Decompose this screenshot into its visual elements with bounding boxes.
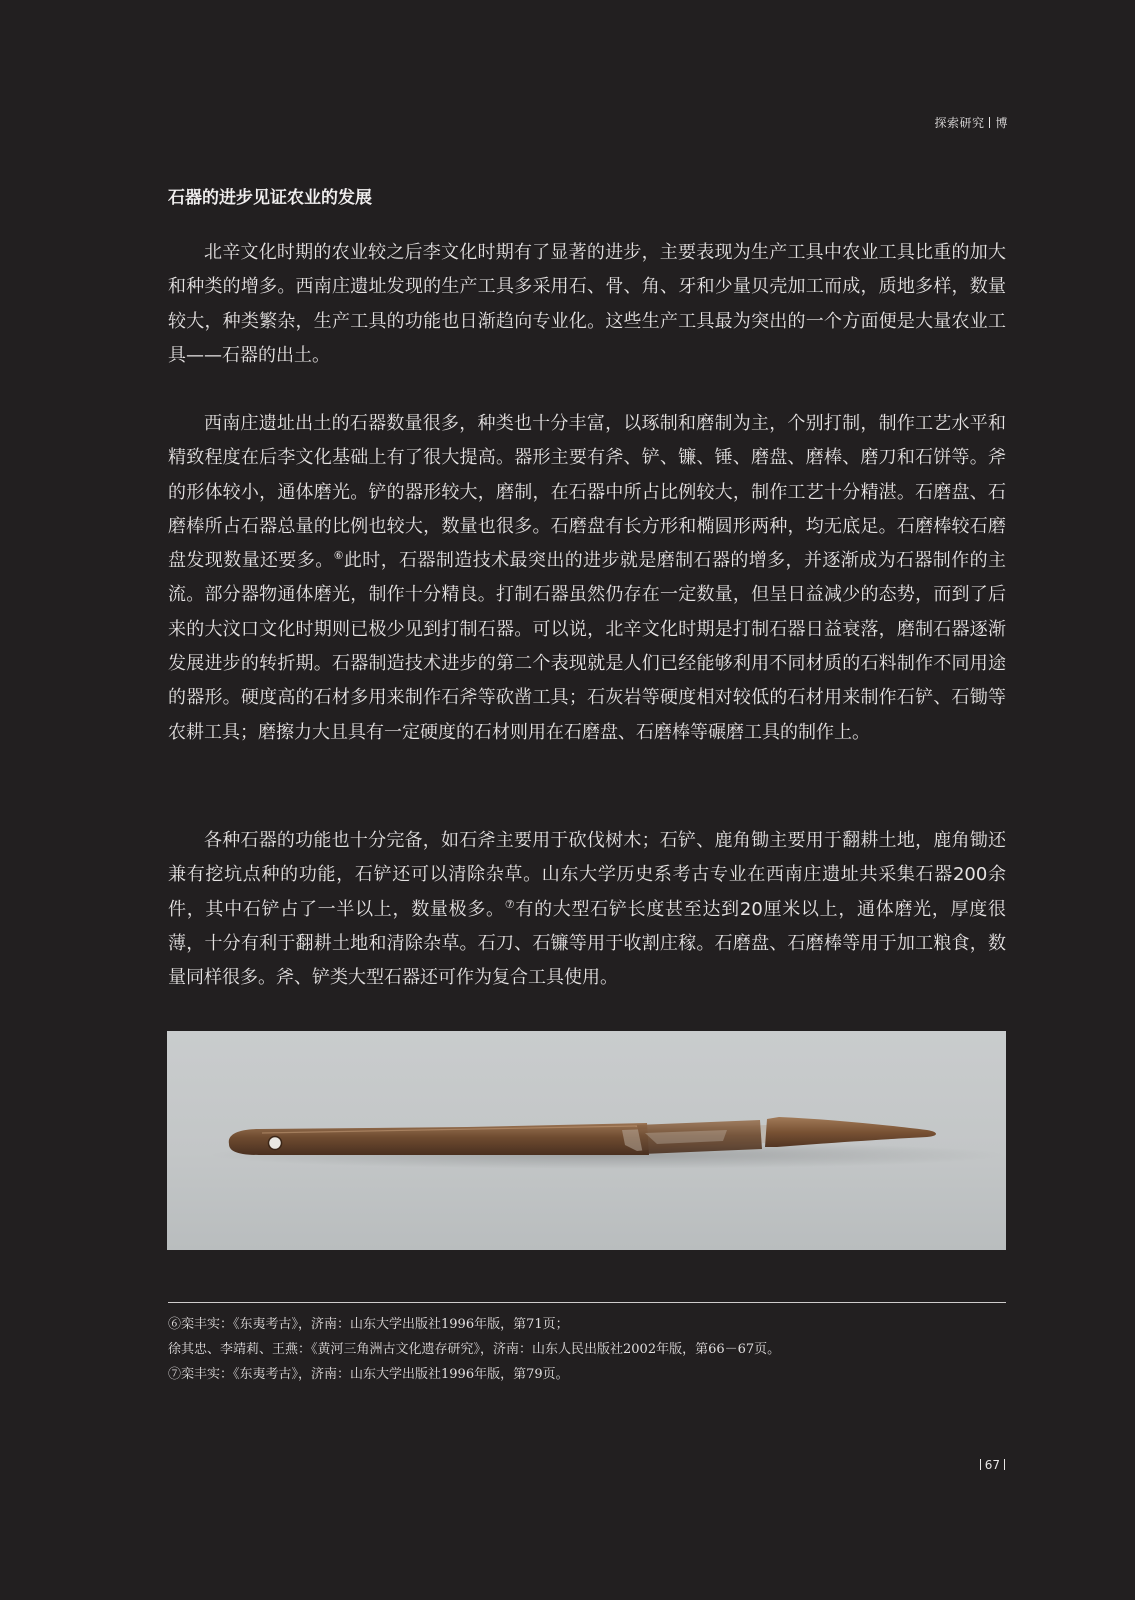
page-number-bar-left	[980, 1459, 981, 1470]
artifact-tip	[765, 1117, 936, 1147]
bone-awl-illustration	[167, 1031, 1006, 1250]
paragraph-2-text-b: 此时，石器制造技术最突出的进步就是磨制石器的增多，并逐渐成为石器制作的主流。部分器物通体磨光，制作十分精良。打制石器虽然仍存在一定数量，但呈日益减少的态势，而到了后来的大汶口文化时期则已极少见到打制石器。可以说，北辛文化时期是打制石器日益衰落，磨制石器逐渐发展进步的转折期。石器制造技术进步的第二个表现就是人们已经能够利用不同材质的石料制作不同用途的器形。硬度高的石材多用来制作石斧等砍凿工具；石灰岩等硬度相对较低的石材用来制作石铲、石锄等农耕工具；磨擦力大且具有一定硬度的石材则用在石磨盘、石磨棒等碾磨工具的制作上。	[168, 550, 1006, 743]
paragraph-3-text-a: 各种石器的功能也十分完备，如石斧主要用于砍伐树木；石铲、鹿角锄主要用于翻耕土地，鹿角锄还兼有挖坑点种的功能，石铲还可以清除杂草。山东大学历史系考古专业在西南庄遗址共采集石器200余件，其中石铲占了一半以上，数量极多。	[168, 830, 1006, 920]
page-number	[976, 1458, 1009, 1472]
footnote-6: ⑥栾丰实：《东夷考古》，济南：山东大学出版社1996年版，第71页；	[168, 1317, 569, 1332]
artifact-photo	[167, 1031, 1006, 1250]
page-number-bar-right	[1004, 1459, 1005, 1470]
section-title: 石器的进步见证农业的发展	[168, 188, 372, 208]
running-header	[934, 114, 1008, 131]
paragraph-2-text-a: 西南庄遗址出土的石器数量很多，种类也十分丰富，以琢制和磨制为主，个别打制，制作工艺水平和精致程度在后李文化基础上有了很大提高。器形主要有斧、铲、镰、锤、磨盘、磨棒、磨刀和石饼等。斧的形体较小，通体磨光。铲的器形较大，磨制，在石器中所占比例较大，制作工艺十分精湛。石磨盘、石磨棒所占石器总量的比例也较大，数量也很多。石磨盘有长方形和椭圆形两种，均无底足。石磨棒较石磨盘发现数量还要多。	[168, 413, 1006, 572]
paragraph-1	[168, 236, 1006, 373]
artifact-shaft	[229, 1123, 649, 1155]
footnotes	[168, 1312, 1008, 1387]
footnote-7: ⑦栾丰实：《东夷考古》，济南：山东大学出版社1996年版，第79页。	[168, 1367, 569, 1382]
header-column: 博	[995, 116, 1008, 130]
paragraph-3	[168, 824, 1006, 995]
footnote-divider	[168, 1302, 1006, 1303]
paragraph-2	[168, 407, 1006, 750]
artifact-eye-hole	[269, 1137, 282, 1150]
footnote-6-continued: 徐其忠、李靖莉、王燕：《黄河三角洲古文化遗存研究》，济南：山东人民出版社2002年版，第66－67页。	[168, 1342, 781, 1357]
page-number-value: 67	[984, 1458, 1000, 1472]
paragraph-3-text-b: 有的大型石铲长度甚至达到20厘米以上，通体磨光，厚度很薄，十分有利于翻耕土地和清除杂草。石刀、石镰等用于收割庄稼。石磨盘、石磨棒等用于加工粮食，数量同样很多。斧、铲类大型石器还可作为复合工具使用。	[168, 898, 1006, 989]
paragraph-1-text: 北辛文化时期的农业较之后李文化时期有了显著的进步，主要表现为生产工具中农业工具比重的加大和种类的增多。西南庄遗址发现的生产工具多采用石、骨、角、牙和少量贝壳加工而成，质地多样，数量较大，种类繁杂，生产工具的功能也日渐趋向专业化。这些生产工具最为突出的一个方面便是大量农业工具——石器的出土。	[168, 242, 1006, 366]
footnote-ref-6[interactable]: ⑥	[333, 549, 344, 563]
header-separator	[989, 117, 990, 128]
header-section: 探索研究	[934, 116, 985, 130]
footnote-ref-7[interactable]: ⑦	[504, 897, 516, 911]
